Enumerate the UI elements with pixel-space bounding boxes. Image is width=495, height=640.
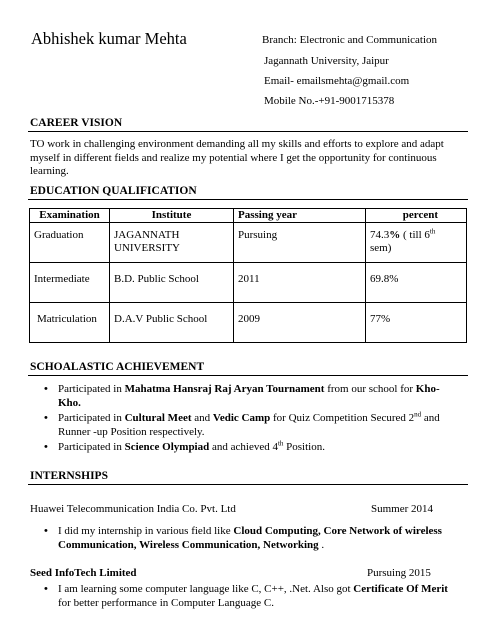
percent-cell: 69.8% xyxy=(366,263,467,303)
bullet-icon: • xyxy=(44,583,48,595)
percent-cell xyxy=(366,223,467,263)
university-text: Jagannath University, Jaipur xyxy=(264,55,389,67)
year-cell: 2011 xyxy=(234,263,366,303)
list-item: • Participated in Mahatma Hansraj Raj Aryan Tournament from our school for Kho- Kho. xyxy=(44,383,440,409)
career-rule xyxy=(28,131,468,132)
table-row xyxy=(30,303,467,343)
internships-rule xyxy=(28,484,468,485)
column-header: Institute xyxy=(110,209,234,223)
table-row xyxy=(30,223,467,263)
percent-value: 74.3 xyxy=(370,229,390,241)
mobile-text: Mobile No.-+91-9001715378 xyxy=(264,95,395,107)
branch-text: Branch: Electronic and Communication xyxy=(262,34,438,46)
career-line: myself in different fields and realize my potential where I get the opportunity for continuous xyxy=(30,151,437,164)
huawei-company: Huawei Telecommunication India Co. Pvt. Ltd xyxy=(30,503,236,515)
superscript: th xyxy=(429,227,436,236)
percent-note: ( till 6 xyxy=(400,229,430,241)
internships-heading: INTERNSHIPS xyxy=(30,470,108,482)
institute-cell: D.A.V Public School xyxy=(110,303,234,343)
seed-list xyxy=(30,582,460,611)
career-paragraph xyxy=(30,138,460,179)
table-row xyxy=(30,263,467,303)
list-item: • I am learning some computer language like C, C++, .Net. Also got Certificate Of Merit for better performance in Computer Language C. xyxy=(44,583,448,609)
candidate-name: Abhishek kumar Mehta xyxy=(31,29,187,48)
exam-cell: Matriculation xyxy=(30,303,110,343)
percent-note-line2: sem) xyxy=(370,242,392,254)
exam-cell: Graduation xyxy=(30,223,110,263)
bullet-icon: • xyxy=(44,525,48,537)
career-line: learning. xyxy=(30,165,69,177)
huawei-list xyxy=(30,524,460,553)
career-heading: CAREER VISION xyxy=(30,117,123,129)
column-header: percent xyxy=(366,209,467,223)
bullet-icon: • xyxy=(44,383,48,395)
achievement-list xyxy=(30,382,460,455)
percent-sign: % xyxy=(389,229,401,241)
achievement-rule xyxy=(28,375,468,376)
institute-line: JAGANNATH xyxy=(114,229,180,241)
institute-cell: B.D. Public School xyxy=(110,263,234,303)
email-text: Email- emailsmehta@gmail.com xyxy=(264,75,410,87)
exam-cell: Intermediate xyxy=(30,263,110,303)
education-table xyxy=(29,208,467,343)
achievement-heading: SCHOALASTIC ACHIEVEMENT xyxy=(30,361,205,373)
bullet-icon: • xyxy=(44,412,48,424)
list-item: • I did my internship in various field like Cloud Computing, Core Network of wireless Communication, Wireless Communication, Networking . xyxy=(44,525,442,551)
bullet-icon: • xyxy=(44,441,48,453)
year-cell: Pursuing xyxy=(234,223,366,263)
year-cell: 2009 xyxy=(234,303,366,343)
career-line: TO work in challenging environment demanding all my skills and efforts to explore and adapt xyxy=(30,138,444,150)
institute-cell xyxy=(110,223,234,263)
institute-line: UNIVERSITY xyxy=(114,242,180,254)
column-header: Passing year xyxy=(234,209,366,223)
list-item: • Participated in Cultural Meet and Vedic Camp for Quiz Competition Secured 2nd and Runner -up Position respectively. xyxy=(44,410,440,438)
list-item: • Participated in Science Olympiad and achieved 4th Position. xyxy=(44,439,325,453)
seed-company: Seed InfoTech Limited xyxy=(30,567,137,579)
table-header-row xyxy=(30,209,467,223)
education-rule xyxy=(28,199,468,200)
seed-period: Pursuing 2015 xyxy=(367,567,431,579)
huawei-period: Summer 2014 xyxy=(371,503,434,515)
column-header: Examination xyxy=(30,209,110,223)
percent-cell: 77% xyxy=(366,303,467,343)
education-heading: EDUCATION QUALIFICATION xyxy=(30,185,197,197)
